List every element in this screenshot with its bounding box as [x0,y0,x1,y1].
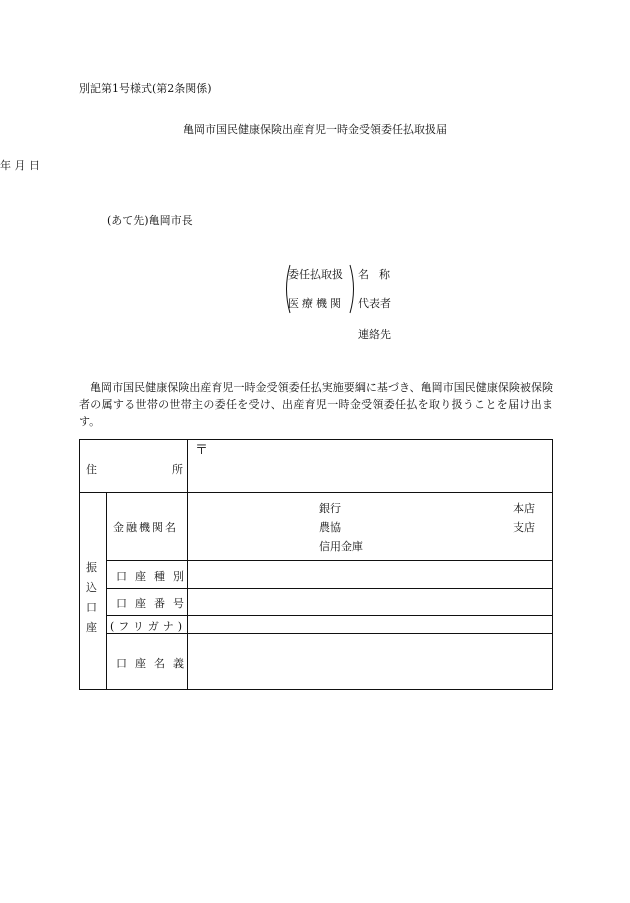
furigana-field[interactable] [189,617,549,631]
form-table [79,439,553,690]
row-divider [80,492,552,493]
column-divider [106,492,107,689]
addressee: (あて先)亀岡市長 [107,214,193,227]
form-number: 別記第1号様式(第2条関係) [79,82,212,95]
date-year-label: 年 [0,159,11,172]
name-label: 名称 [358,268,400,281]
transfer-label-char: 込 [86,581,97,594]
contact-label: 連絡先 [358,328,391,341]
address-label-2: 所 [172,463,183,476]
account-holder-field[interactable] [189,636,549,686]
role-line-2: 医療機関 [288,297,344,310]
transfer-label-char: 座 [86,621,97,634]
bank-type-bank: 銀行 [319,502,341,515]
bank-type-credit-union: 信用金庫 [319,540,363,553]
account-type-label: 口座種別 [116,570,192,583]
postal-mark: 〒 [195,443,209,458]
role-line-1: 委任払取扱 [288,268,343,281]
bank-type-agri-coop: 農協 [319,521,341,534]
branch-type-branch: 支店 [513,521,535,534]
column-divider [187,440,188,689]
bank-name-label: 金融機関名 [113,521,178,534]
address-label-1: 住 [86,463,97,476]
transfer-label-char: 振 [86,561,97,574]
furigana-label: (フリガナ) [110,620,187,633]
row-divider [106,615,552,616]
account-holder-label: 口座名義 [116,657,192,670]
account-number-label: 口座番号 [116,597,192,610]
account-type-field[interactable] [189,562,549,586]
transfer-account-label [86,558,100,638]
row-divider [106,588,552,589]
right-bracket [348,264,358,314]
transfer-label-char: 口 [86,601,97,614]
document-title: 亀岡市国民健康保険出産育児一時金受領委任払取扱届 [183,123,447,136]
applicant-block [282,264,442,344]
date-day-label: 日 [29,159,40,172]
account-number-field[interactable] [189,590,549,613]
date-month-label: 月 [14,159,26,172]
representative-label: 代表者 [358,297,391,310]
statement-paragraph: 亀岡市国民健康保険出産育児一時金受領委任払実施要綱に基づき、亀岡市国民健康保険被保険者の属する世帯の世帯主の委任を受け、出産育児一時金受領委任払を取り扱うことを届け出ます。 [79,381,553,428]
address-field[interactable] [189,454,549,490]
branch-type-head: 本店 [513,502,535,515]
date-line [0,157,630,173]
row-divider [106,560,552,561]
